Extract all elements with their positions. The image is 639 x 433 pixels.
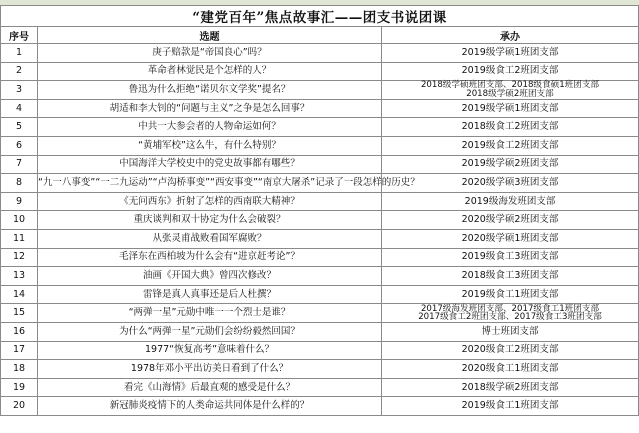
organizer-line: 2020级学硕3班团支部 <box>461 176 559 188</box>
row-number-cell[interactable]: 3 <box>1 81 38 100</box>
table-title[interactable]: “建党百年”焦点故事汇——团支书说团课 <box>1 6 639 27</box>
organizer-cell[interactable] <box>382 267 639 286</box>
topic-table <box>0 5 639 416</box>
organizer-cell[interactable] <box>382 211 639 230</box>
row-number-cell[interactable]: 4 <box>1 99 38 118</box>
organizer-cell[interactable] <box>382 136 639 155</box>
organizer-line: 2019级食工1班团支部 <box>461 400 559 412</box>
topic-cell[interactable]: 中共一大参会者的人物命运如何？ <box>38 118 382 137</box>
row-number-cell[interactable]: 9 <box>1 192 38 211</box>
table-row <box>1 248 639 267</box>
organizer-cell[interactable] <box>382 285 639 304</box>
table-row <box>1 378 639 397</box>
organizer-cell[interactable] <box>382 62 639 81</box>
organizer-line: 2018级食工3班团支部 <box>461 269 559 281</box>
topic-cell[interactable]: 毛泽东在西柏坡为什么会有“进京赶考论”？ <box>38 248 382 267</box>
table-row <box>1 136 639 155</box>
organizer-cell[interactable] <box>382 341 639 360</box>
organizer-cell[interactable] <box>382 248 639 267</box>
organizer-line: 2019级食工1班团支部 <box>461 288 559 300</box>
table-row <box>1 304 639 323</box>
organizer-line: 2020级食工2班团支部 <box>461 344 559 356</box>
organizer-cell[interactable] <box>382 229 639 248</box>
organizer-line: 2019级食工3班团支部 <box>461 251 559 263</box>
organizer-line: 2019级学硕1班团支部 <box>461 46 559 58</box>
topic-cell[interactable]: 看完《山海情》后最直观的感受是什么？ <box>38 378 382 397</box>
organizer-line: 2018级学硕2班团支部 <box>466 88 554 99</box>
topic-cell[interactable]: 1977“恢复高考”意味着什么？ <box>38 341 382 360</box>
header-topic[interactable]: 选题 <box>38 27 382 44</box>
organizer-line: 2018级学硕2班团支部 <box>461 381 559 393</box>
organizer-line: 2017级海发班团支部、2017级食工1班团支部 <box>420 303 600 314</box>
organizer-line: 2020级学硕2班团支部 <box>461 214 559 226</box>
topic-cell[interactable]: 重庆谈判和双十协定为什么会破裂？ <box>38 211 382 230</box>
row-number-cell[interactable]: 14 <box>1 285 38 304</box>
row-number-cell[interactable]: 2 <box>1 62 38 81</box>
organizer-line: 2018级学硕班团支部、2018级食硕1班团支部 <box>420 80 600 91</box>
topic-cell[interactable]: 从张灵甫战败看国军腐败？ <box>38 229 382 248</box>
topic-cell[interactable]: 1978年邓小平出访美日看到了什么？ <box>38 360 382 379</box>
table-row <box>1 174 639 193</box>
row-number-cell[interactable]: 6 <box>1 136 38 155</box>
row-number-cell[interactable]: 17 <box>1 341 38 360</box>
table-row <box>1 118 639 137</box>
organizer-line: 2017级食工2班团支部、2017级食工3班团支部 <box>418 312 602 323</box>
table-row <box>1 81 639 100</box>
row-number-cell[interactable]: 12 <box>1 248 38 267</box>
topic-cell[interactable]: “黄埔军校”这么牛，有什么特别？ <box>38 136 382 155</box>
topic-cell[interactable]: 雷锋是真人真事还是后人杜撰？ <box>38 285 382 304</box>
row-number-cell[interactable]: 8 <box>1 174 38 193</box>
organizer-line: 2019级食工2班团支部 <box>461 65 559 77</box>
row-number-cell[interactable]: 5 <box>1 118 38 137</box>
organizer-cell[interactable] <box>382 174 639 193</box>
table-row <box>1 285 639 304</box>
organizer-cell[interactable] <box>382 44 639 63</box>
topic-cell[interactable]: 为什么“两弹一星”元勋们会纷纷毅然回国？ <box>38 322 382 341</box>
table-row <box>1 322 639 341</box>
topic-cell[interactable]: 鲁迅为什么拒绝“诺贝尔文学奖”提名？ <box>38 81 382 100</box>
organizer-line: 博士班团支部 <box>481 325 539 337</box>
organizer-line: 2018级食工2班团支部 <box>461 121 559 133</box>
header-row <box>1 27 639 44</box>
table-row <box>1 44 639 63</box>
table-row <box>1 229 639 248</box>
organizer-cell[interactable] <box>382 378 639 397</box>
row-number-cell[interactable]: 1 <box>1 44 38 63</box>
organizer-cell[interactable] <box>382 304 639 323</box>
topic-cell[interactable]: “九一八事变”“一二九运动”“卢沟桥事变”“西安事变”“南京大屠杀”记录了一段怎样的历史？ <box>38 174 382 193</box>
topic-cell[interactable]: 胡适和李大钊的“问题与主义”之争是怎么回事？ <box>38 99 382 118</box>
organizer-cell[interactable] <box>382 81 639 100</box>
row-number-cell[interactable]: 10 <box>1 211 38 230</box>
table-row <box>1 397 639 416</box>
organizer-cell[interactable] <box>382 99 639 118</box>
organizer-line: 2019级食工2班团支部 <box>461 139 559 151</box>
header-org[interactable]: 承办 <box>382 27 639 44</box>
topic-cell[interactable]: 《无问西东》折射了怎样的西南联大精神？ <box>38 192 382 211</box>
row-number-cell[interactable]: 13 <box>1 267 38 286</box>
table-row <box>1 62 639 81</box>
organizer-cell[interactable] <box>382 192 639 211</box>
row-number-cell[interactable]: 19 <box>1 378 38 397</box>
topic-cell[interactable]: 新冠肺炎疫情下的人类命运共同体是什么样的？ <box>38 397 382 416</box>
table-row <box>1 341 639 360</box>
table-row <box>1 211 639 230</box>
row-number-cell[interactable]: 7 <box>1 155 38 174</box>
topic-cell[interactable]: 庚子赔款是“帝国良心”吗？ <box>38 44 382 63</box>
organizer-cell[interactable] <box>382 322 639 341</box>
organizer-cell[interactable] <box>382 155 639 174</box>
table-row <box>1 155 639 174</box>
table-row <box>1 99 639 118</box>
table-row <box>1 360 639 379</box>
organizer-line: 2019级海发班团支部 <box>464 195 556 207</box>
table-row <box>1 267 639 286</box>
header-no[interactable]: 序号 <box>1 27 38 44</box>
organizer-line: 2020级食工1班团支部 <box>461 362 559 374</box>
topic-cell[interactable]: 油画《开国大典》曾四次修改？ <box>38 267 382 286</box>
topic-cell[interactable]: 革命者林觉民是个怎样的人？ <box>38 62 382 81</box>
topic-cell[interactable]: 中国海洋大学校史中的党史故事都有哪些？ <box>38 155 382 174</box>
topic-cell[interactable]: “两弹一星”元勋中唯一一个烈士是谁？ <box>38 304 382 323</box>
row-number-cell[interactable]: 15 <box>1 304 38 323</box>
organizer-line: 2019级学硕2班团支部 <box>461 158 559 170</box>
organizer-cell[interactable] <box>382 118 639 137</box>
organizer-line: 2020级学硕1班团支部 <box>461 232 559 244</box>
table-row <box>1 192 639 211</box>
row-number-cell[interactable]: 11 <box>1 229 38 248</box>
row-number-cell[interactable]: 20 <box>1 397 38 416</box>
organizer-line: 2019级学硕1班团支部 <box>461 102 559 114</box>
organizer-cell[interactable] <box>382 360 639 379</box>
row-number-cell[interactable]: 16 <box>1 322 38 341</box>
organizer-cell[interactable] <box>382 397 639 416</box>
row-number-cell[interactable]: 18 <box>1 360 38 379</box>
